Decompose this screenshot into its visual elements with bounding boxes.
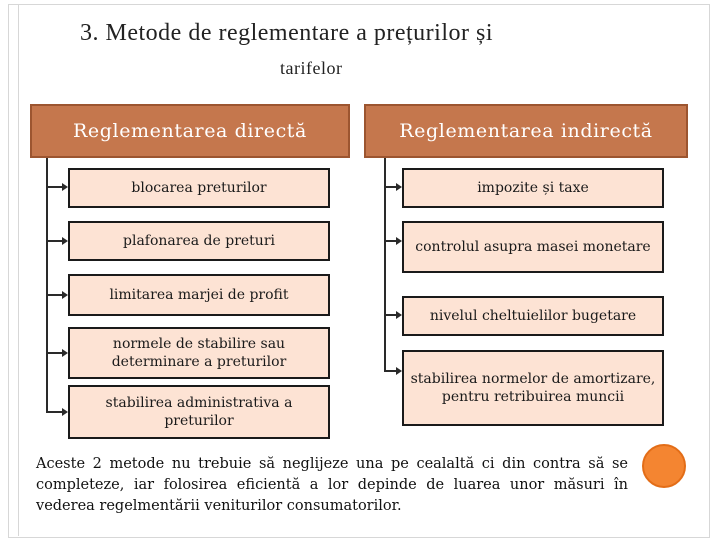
direct-item-pricing-norms: normele de stabilire sau determinare a preturilor <box>68 327 330 379</box>
direct-item-price-ceiling: plafonarea de preturi <box>68 221 330 261</box>
slide-left-rule <box>18 4 19 536</box>
orange-accent-circle <box>642 444 686 488</box>
slide-title-continued: tarifelor <box>280 58 343 78</box>
direct-item-administrative-pricing: stabilirea administrativa a preturilor <box>68 385 330 439</box>
indirect-item-taxes: impozite și taxe <box>402 168 664 208</box>
indirect-item-depreciation-norms: stabilirea normelor de amortizare, pentru retribuirea muncii <box>402 350 664 426</box>
conclusion-note: Aceste 2 metode nu trebuie să neglijeze una pe cealaltă ci din contra să se completeze, iar folosirea eficientă a lor depinde de luarea unor măsuri în vederea regelmentării veniturilor consumatorilor. <box>36 456 628 514</box>
indirect-item-money-supply-control: controlul asupra masei monetare <box>402 221 664 273</box>
indirect-regulation-heading: Reglementarea indirectă <box>364 104 688 158</box>
right-connector-line <box>384 158 386 372</box>
direct-regulation-heading: Reglementarea directă <box>30 104 350 158</box>
left-connector-line <box>46 158 48 412</box>
indirect-item-budget-spending: nivelul cheltuielilor bugetare <box>402 296 664 336</box>
direct-item-price-freeze: blocarea preturilor <box>68 168 330 208</box>
direct-item-profit-margin-limit: limitarea marjei de profit <box>68 274 330 316</box>
slide-title: 3. Metode de reglementare a prețurilor și <box>80 20 494 46</box>
